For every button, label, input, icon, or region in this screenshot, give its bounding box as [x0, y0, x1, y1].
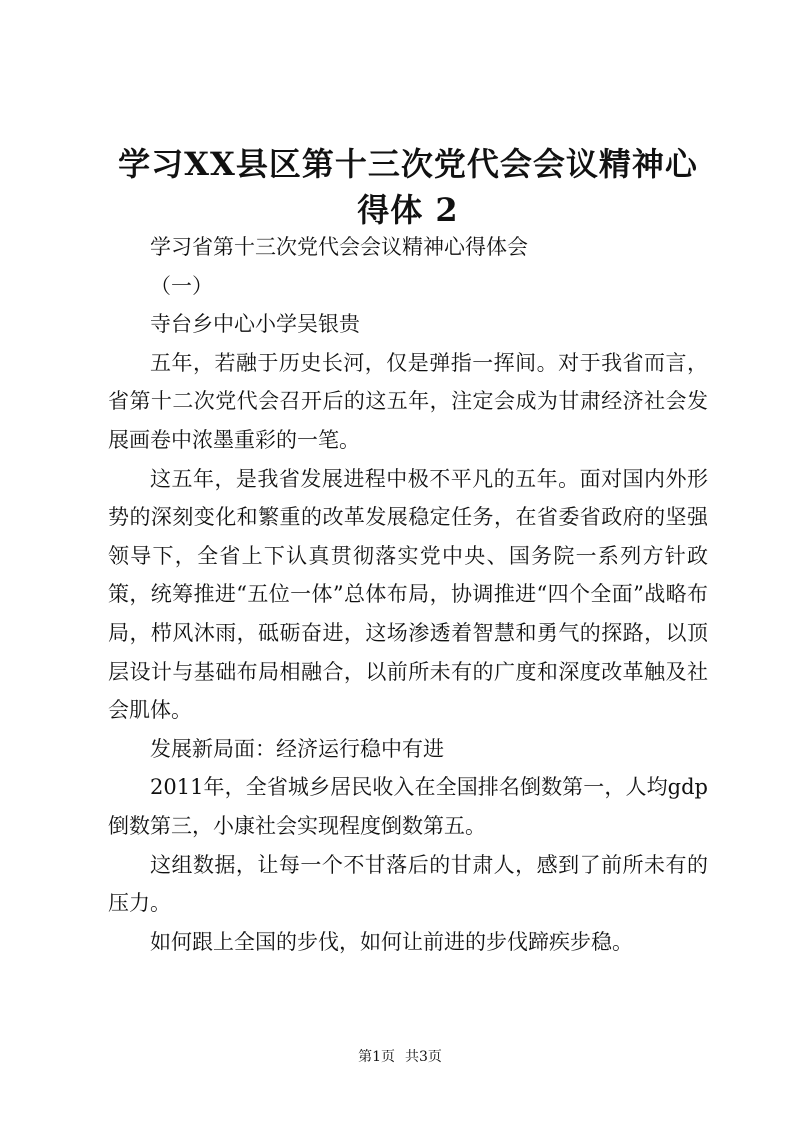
- total-pages: 共3页: [405, 1049, 442, 1065]
- section-number-paragraph: （一）: [150, 273, 213, 298]
- subtitle-paragraph: 学习省第十三次党代会会议精神心得体会: [150, 235, 528, 259]
- body-paragraph: 如何跟上全国的步伐，如何让前进的步伐蹄疾步稳。: [150, 929, 633, 954]
- body-paragraph: 2011年，全省城乡居民收入在全国排名倒数第一，人均gdp倒数第三，小康社会实现程度倒数第五。: [108, 775, 708, 838]
- document-title: 学习XX县区第十三次党代会会议精神心得体 2: [118, 145, 698, 229]
- page-footer: [0, 1047, 800, 1067]
- body-paragraph: 这组数据，让每一个不甘落后的甘肃人，感到了前所未有的压力。: [108, 852, 708, 916]
- page-number: 第1页: [358, 1049, 395, 1065]
- author-paragraph: 寺台乡中心小学吴银贵: [150, 312, 360, 337]
- body-paragraph: 五年，若融于历史长河，仅是弹指一挥间。对于我省而言，省第十二次党代会召开后的这五年，注定会成为甘肃经济社会发展画卷中浓墨重彩的一笔。: [108, 350, 708, 452]
- section-heading-paragraph: 发展新局面：经济运行稳中有进: [150, 736, 444, 761]
- body-paragraph: 这五年，是我省发展进程中极不平凡的五年。面对国内外形势的深刻变化和繁重的改革发展稳定任务，在省委省政府的坚强领导下，全省上下认真贯彻落实党中央、国务院一系列方针政策，统筹推进“五位一体”总体布局，协调推进“四个全面”战略布局，栉风沐雨，砥砺奋进，这场渗透着智慧和勇气的探路，以顶层设计与基础布局相融合，以前所未有的广度和深度改革触及社会肌体。: [108, 466, 708, 723]
- document-body: [108, 228, 708, 961]
